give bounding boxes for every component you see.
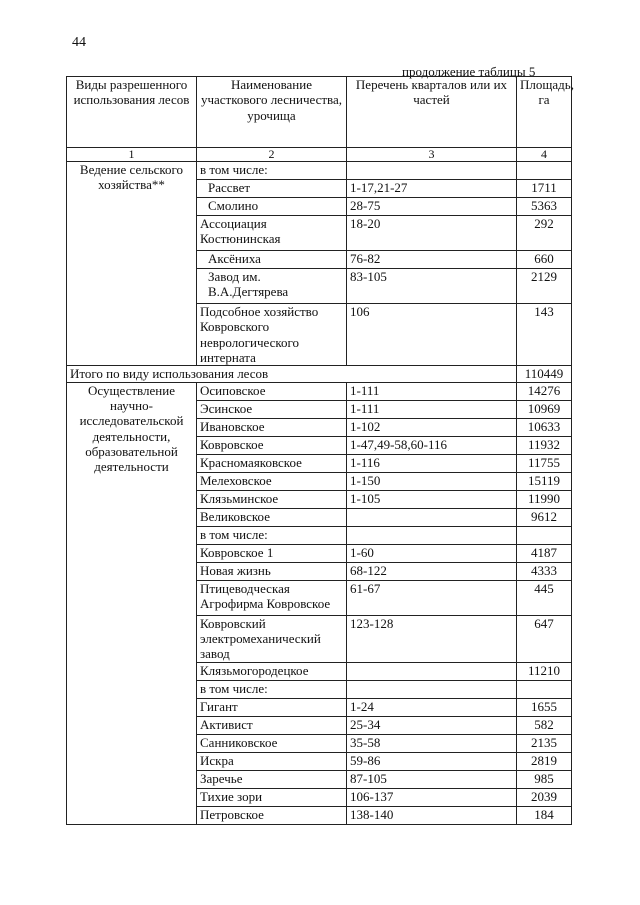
- area-cell: 292: [517, 216, 572, 251]
- column-number: 1: [67, 148, 197, 162]
- forestry-name: Осиповское: [200, 382, 266, 398]
- forestry-name: Птицеводческая Агрофирма Ковровское: [200, 580, 331, 611]
- forestry-name-cell: [197, 788, 347, 806]
- forestry-name-cell: [197, 580, 347, 615]
- forestry-name: Ассоциация Костюнинская: [200, 216, 281, 247]
- area-cell: 582: [517, 716, 572, 734]
- quarters-cell: 61-67: [347, 580, 517, 615]
- forestry-name-cell: [197, 382, 347, 400]
- forestry-name: Ковровский электромеханический завод: [200, 615, 321, 662]
- forestry-name: Великовское: [200, 508, 270, 524]
- forestry-name-cell: [197, 304, 347, 366]
- total-area: 110449: [517, 366, 572, 382]
- quarters-cell: 1-150: [347, 472, 517, 490]
- forestry-name: в том числе:: [200, 162, 268, 177]
- forestry-name-cell: [197, 436, 347, 454]
- quarters-cell: 83-105: [347, 269, 517, 304]
- table-continuation-note: продолжение таблицы 5: [402, 64, 536, 79]
- area-cell: 9612: [517, 508, 572, 526]
- quarters-cell: [347, 680, 517, 698]
- quarters-cell: 68-122: [347, 562, 517, 580]
- use-type-cell: Ведение сельского хозяйства**: [67, 162, 197, 366]
- forestry-name: в том числе:: [200, 680, 268, 696]
- column-number: 3: [347, 148, 517, 162]
- forestry-name-cell: [197, 752, 347, 770]
- page-number: 44: [72, 35, 86, 50]
- quarters-cell: 76-82: [347, 251, 517, 269]
- forestry-name: Гигант: [200, 698, 238, 714]
- forestry-name-cell: [197, 198, 347, 216]
- area-cell: 985: [517, 770, 572, 788]
- forestry-name: Санниковское: [200, 734, 278, 750]
- forestry-name-cell: [197, 216, 347, 251]
- forest-use-table: [66, 76, 572, 825]
- area-cell: 445: [517, 580, 572, 615]
- forestry-name-cell: [197, 662, 347, 680]
- forestry-name: в том числе:: [200, 526, 268, 542]
- header-area: Площадь, га: [517, 77, 572, 148]
- area-cell: 2039: [517, 788, 572, 806]
- forestry-name-cell: [197, 562, 347, 580]
- use-type-cell: Осуществление научно-исследовательской деятельности, образовательной деятельности: [67, 382, 197, 824]
- forestry-name-cell: [197, 508, 347, 526]
- area-cell: 647: [517, 615, 572, 662]
- forestry-name-cell: [197, 162, 347, 180]
- quarters-cell: 1-60: [347, 544, 517, 562]
- quarters-cell: 1-116: [347, 454, 517, 472]
- area-cell: 143: [517, 304, 572, 366]
- area-cell: 11990: [517, 490, 572, 508]
- area-cell: 4333: [517, 562, 572, 580]
- header-quarters: Перечень кварталов или их частей: [347, 77, 517, 148]
- forestry-name: Рассвет: [208, 180, 251, 195]
- quarters-cell: 1-24: [347, 698, 517, 716]
- header-use-type: Виды разрешенного использования лесов: [67, 77, 197, 148]
- quarters-cell: 28-75: [347, 198, 517, 216]
- area-cell: 660: [517, 251, 572, 269]
- column-number: 4: [517, 148, 572, 162]
- quarters-cell: 1-47,49-58,60-116: [347, 436, 517, 454]
- quarters-cell: 1-102: [347, 418, 517, 436]
- header-forestry-name: Наименование участкового лесничества, урочища: [197, 77, 347, 148]
- forestry-name: Активист: [200, 716, 253, 732]
- quarters-cell: 1-17,21-27: [347, 180, 517, 198]
- forestry-name-cell: [197, 615, 347, 662]
- forestry-name-cell: [197, 716, 347, 734]
- forestry-name: Клязьминское: [200, 490, 279, 506]
- forestry-name: Аксёниха: [208, 251, 261, 266]
- forestry-name-cell: [197, 180, 347, 198]
- forestry-name: Новая жизнь: [200, 562, 271, 578]
- area-cell: [517, 680, 572, 698]
- area-cell: 184: [517, 806, 572, 824]
- area-cell: 2129: [517, 269, 572, 304]
- total-label: Итого по виду использования лесов: [67, 366, 517, 382]
- quarters-cell: 1-111: [347, 400, 517, 418]
- forestry-name: Мелеховское: [200, 472, 272, 488]
- quarters-cell: [347, 526, 517, 544]
- area-cell: [517, 162, 572, 180]
- quarters-cell: 106-137: [347, 788, 517, 806]
- area-cell: [517, 526, 572, 544]
- quarters-cell: 106: [347, 304, 517, 366]
- area-cell: 11210: [517, 662, 572, 680]
- area-cell: 14276: [517, 382, 572, 400]
- forestry-name: Клязьмогородецкое: [200, 662, 309, 678]
- quarters-cell: 35-58: [347, 734, 517, 752]
- forestry-name: Красномаяковское: [200, 454, 302, 470]
- forestry-name: Ковровское: [200, 436, 264, 452]
- quarters-cell: 59-86: [347, 752, 517, 770]
- agriculture-section: [67, 162, 572, 366]
- quarters-cell: 87-105: [347, 770, 517, 788]
- forestry-name: Эсинское: [200, 400, 253, 416]
- quarters-cell: [347, 662, 517, 680]
- forestry-name-cell: [197, 544, 347, 562]
- forestry-name-cell: [197, 400, 347, 418]
- area-cell: 11932: [517, 436, 572, 454]
- forestry-name-cell: [197, 269, 347, 304]
- forestry-name: Искра: [200, 752, 234, 768]
- forestry-name: Петровское: [200, 806, 264, 822]
- area-cell: 4187: [517, 544, 572, 562]
- table-header-row: [67, 77, 572, 148]
- quarters-cell: 1-105: [347, 490, 517, 508]
- forestry-name-cell: [197, 698, 347, 716]
- forestry-name: Ивановское: [200, 418, 265, 434]
- forestry-name: Подсобное хозяйство Ковровского неврологического интерната: [200, 304, 319, 365]
- research-section: [67, 382, 572, 824]
- area-cell: 5363: [517, 198, 572, 216]
- forestry-name-cell: [197, 806, 347, 824]
- area-cell: 2819: [517, 752, 572, 770]
- forestry-name-cell: [197, 418, 347, 436]
- forestry-name-cell: [197, 472, 347, 490]
- forestry-name: Тихие зори: [200, 788, 263, 804]
- forestry-name-cell: [197, 680, 347, 698]
- forestry-name: Заречье: [200, 770, 243, 786]
- column-number-row: [67, 148, 572, 162]
- quarters-cell: 1-111: [347, 382, 517, 400]
- forestry-name: Ковровское 1: [200, 544, 274, 560]
- forestry-name-cell: [197, 526, 347, 544]
- table-row: [67, 162, 572, 180]
- area-cell: 10969: [517, 400, 572, 418]
- quarters-cell: [347, 162, 517, 180]
- table-row: [67, 382, 572, 400]
- area-cell: 1711: [517, 180, 572, 198]
- forestry-name-cell: [197, 251, 347, 269]
- area-cell: 2135: [517, 734, 572, 752]
- area-cell: 1655: [517, 698, 572, 716]
- forestry-name-cell: [197, 454, 347, 472]
- column-number: 2: [197, 148, 347, 162]
- quarters-cell: 18-20: [347, 216, 517, 251]
- forestry-name-cell: [197, 770, 347, 788]
- quarters-cell: [347, 508, 517, 526]
- area-cell: 10633: [517, 418, 572, 436]
- forestry-name-cell: [197, 734, 347, 752]
- quarters-cell: 123-128: [347, 615, 517, 662]
- quarters-cell: 138-140: [347, 806, 517, 824]
- area-cell: 11755: [517, 454, 572, 472]
- area-cell: 15119: [517, 472, 572, 490]
- forestry-name: Смолино: [208, 198, 259, 213]
- forestry-name-cell: [197, 490, 347, 508]
- total-row: [67, 366, 572, 382]
- quarters-cell: 25-34: [347, 716, 517, 734]
- forestry-name: Завод им. В.А.Дегтярева: [208, 269, 289, 300]
